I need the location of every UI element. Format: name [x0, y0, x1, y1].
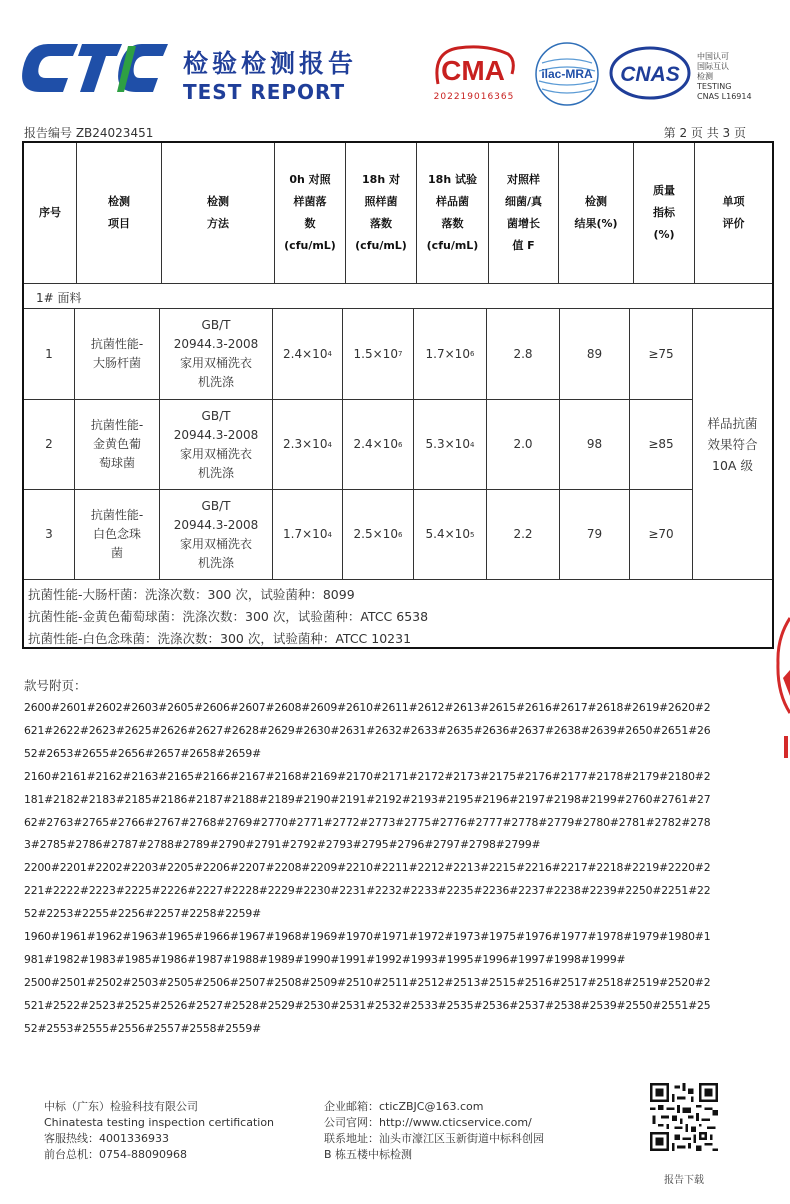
style-number-line: 2200#2201#2202#2203#2205#2206#2207#2208#2209#2210#2211#2212#2213#2215#2216#2217#2218#2219#2220#2	[24, 861, 711, 874]
footer-email: 企业邮箱：cticZBJC@163.com	[324, 1100, 484, 1113]
note-line: 抗菌性能-白色念珠菌：洗涤次数：300 次，试验菌种：ATCC 10231	[28, 631, 412, 646]
report-title-en: TEST REPORT	[183, 80, 346, 104]
note-line: 抗菌性能-大肠杆菌：洗涤次数：300 次，试验菌种：8099	[28, 587, 355, 602]
ilac-mra-mark	[534, 41, 600, 107]
row-1-18h-sample: 1.7×10 6	[425, 346, 475, 361]
style-number-line: 181#2182#2183#2185#2186#2187#2188#2189#2190#2191#2192#2193#2195#2196#2197#2198#2199#2760#2761#27	[24, 793, 711, 806]
row-2-item: 抗菌性能- 金黄色葡 萄球菌	[90, 418, 144, 470]
page-info: 第 2 页 共 3 页	[663, 126, 746, 140]
svg-text:CTiC: CTiC	[94, 96, 97, 97]
svg-text:CMA: CMA	[441, 55, 505, 86]
style-number-line: 1960#1961#1962#1963#1965#1966#1967#1968#1969#1970#1971#1972#1973#1975#1976#1977#1978#1979#1980#1	[24, 930, 711, 943]
row-3-result: 79	[586, 527, 603, 541]
footer-company-cn: 中标（广东）检验科技有限公司	[44, 1100, 198, 1113]
header-cell-method: 检测 方法	[207, 195, 229, 230]
style-number-line: 3#2785#2786#2787#2788#2789#2790#2791#2792#2793#2795#2796#2797#2798#2799#	[24, 838, 541, 851]
row-3-0h-control: 1.7×10 4	[283, 527, 332, 541]
cma-mark	[428, 44, 518, 90]
style-number-line: 52#2653#2655#2656#2657#2658#2659#	[24, 747, 261, 760]
sample-section-label: 1# 面料	[36, 291, 82, 305]
row-1-method: GB/T 20944.3-2008 家用双桶洗衣 机洗涤	[173, 318, 259, 389]
row-3-item: 抗菌性能- 白色念珠 菌	[90, 508, 144, 560]
style-number-line: 2600#2601#2602#2603#2605#2606#2607#2608#2609#2610#2611#2612#2613#2615#2616#2617#2618#2619#2620#2	[24, 701, 711, 714]
row-1-growth-f: 2.8	[513, 346, 533, 361]
row-3-18h-sample: 5.4×10 5	[425, 527, 475, 541]
footer-address-2: B 栋五楼中标检测	[324, 1148, 413, 1161]
footer-company-en: Chinatesta testing inspection certification	[44, 1116, 275, 1129]
cnas-mark	[609, 46, 691, 100]
row-1-no: 1	[45, 346, 53, 361]
style-number-line: 62#2763#2765#2766#2767#2768#2769#2770#2771#2772#2773#2775#2776#2777#2778#2779#2780#2781#2782#278	[24, 816, 711, 829]
row-2-growth-f: 2.0	[513, 437, 533, 451]
header-cell-evaluation: 单项 评价	[722, 195, 745, 230]
style-number-line: 2500#2501#2502#2503#2505#2506#2507#2508#2509#2510#2511#2512#2513#2515#2516#2517#2518#2519#2520#2	[24, 976, 711, 989]
style-number-line: 221#2222#2223#2225#2226#2227#2228#2229#2230#2231#2232#2233#2235#2236#2237#2238#2239#2250#2251#22	[24, 884, 711, 897]
svg-text:CNAS: CNAS	[620, 63, 680, 86]
style-number-line: 621#2622#2623#2625#2626#2627#2628#2629#2630#2631#2632#2633#2635#2636#2637#2638#2639#2650#2651#26	[24, 724, 711, 737]
qr-code-icon[interactable]	[650, 1083, 718, 1151]
header-cell-index: 质量 指标 (%)	[653, 184, 675, 241]
row-1-0h-control: 2.4×10 4	[283, 346, 332, 361]
cma-number: 202219016365	[433, 92, 515, 102]
row-1-index: ≥75	[648, 346, 674, 361]
row-3-index: ≥70	[648, 527, 674, 541]
style-number-line: 2160#2161#2162#2163#2165#2166#2167#2168#2169#2170#2171#2172#2173#2175#2176#2177#2178#2179#2180#2	[24, 770, 711, 783]
table-rule	[24, 579, 772, 580]
footer-front-desk: 前台总机：0754-88090968	[44, 1148, 187, 1161]
note-line: 抗菌性能-金黄色葡萄球菌：洗涤次数：300 次，试验菌种：ATCC 6538	[28, 609, 429, 624]
header-cell-growth-f: 对照样 细菌/真 菌增长 值 F	[504, 173, 543, 252]
row-1-result: 89	[586, 346, 603, 361]
footer-address-1: 联系地址：汕头市濠江区玉新街道中标科创园	[324, 1132, 544, 1145]
header-cell-18h-control: 18h 对 照样菌 落数 (cfu/mL)	[355, 173, 407, 252]
red-seal-fragment	[775, 618, 790, 768]
row-1-item: 抗菌性能- 大肠杆菌	[90, 337, 144, 370]
qr-caption: 报告下载	[664, 1175, 704, 1186]
report-title-cn: 检验检测报告	[183, 49, 358, 78]
row-3-method: GB/T 20944.3-2008 家用双桶洗衣 机洗涤	[173, 498, 259, 570]
style-numbers-label: 款号附页：	[24, 678, 87, 693]
row-3-18h-control: 2.5×10 6	[353, 527, 403, 541]
header-cell-result: 检测 结果(%)	[574, 195, 618, 230]
row-2-no: 2	[45, 437, 53, 451]
row-3-growth-f: 2.2	[513, 527, 533, 541]
row-2-result: 98	[586, 437, 603, 451]
header-cell-no: 序号	[39, 206, 61, 219]
row-2-method: GB/T 20944.3-2008 家用双桶洗衣 机洗涤	[173, 408, 259, 480]
footer-hotline: 客服热线：4001336933	[44, 1132, 169, 1145]
cnas-accreditation-text: 中国认可 国际互认 检测 TESTING CNAS L16914	[697, 52, 752, 101]
table-rule	[24, 283, 772, 284]
row-2-index: ≥85	[648, 437, 674, 451]
style-number-line: 52#2553#2555#2556#2557#2558#2559#	[24, 1022, 261, 1035]
test-result-table	[22, 141, 774, 649]
footer-website: 公司官网：http://www.cticservice.com/	[324, 1116, 532, 1129]
style-number-line: 981#1982#1983#1985#1986#1987#1988#1989#1990#1991#1992#1993#1995#1996#1997#1998#1999#	[24, 953, 626, 966]
row-2-18h-control: 2.4×10 6	[353, 437, 403, 451]
header-cell-18h-sample: 18h 试验 样品菌 落数 (cfu/mL)	[426, 173, 479, 252]
style-number-line: 52#2253#2255#2256#2257#2258#2259#	[24, 907, 261, 920]
ctic-logo	[18, 40, 170, 96]
row-2-0h-control: 2.3×10 4	[283, 437, 332, 451]
row-1-18h-control: 1.5×10 7	[353, 346, 403, 361]
svg-text:ilac-MRA: ilac-MRA	[541, 67, 593, 81]
row-3-no: 3	[45, 527, 53, 541]
row-2-18h-sample: 5.3×10 4	[425, 437, 475, 451]
style-number-line: 521#2522#2523#2525#2526#2527#2528#2529#2530#2531#2532#2533#2535#2536#2537#2538#2539#2550#2551#25	[24, 999, 711, 1012]
header-cell-0h-control: 0h 对照 样菌落 数 (cfu/mL)	[284, 173, 336, 252]
header-cell-item: 检测 项目	[108, 195, 130, 230]
overall-evaluation: 样品抗菌 效果符合 10A 级	[707, 415, 758, 473]
report-number: 报告编号 ZB24023451	[24, 126, 154, 140]
